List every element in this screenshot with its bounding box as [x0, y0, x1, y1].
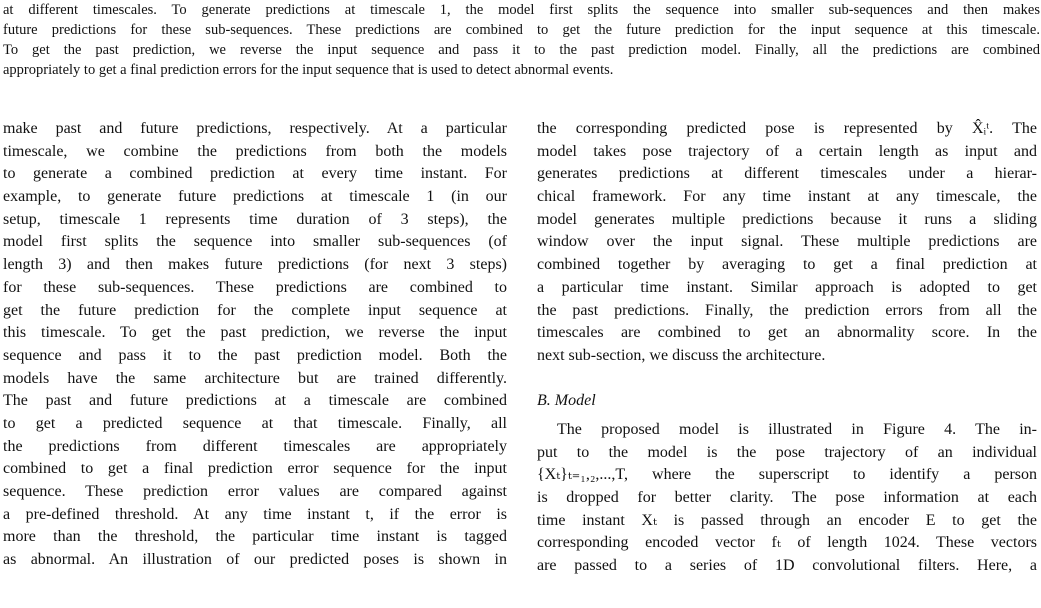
paragraph-line: put to the model is the pose trajectory of an individual [537, 443, 1037, 461]
paragraph-line: this timescale. To get the past prediction, we reverse the input [3, 324, 507, 342]
caption-line: To get the past prediction, we reverse the input sequence and pass it to the past prediction model. Finally, all the predictions are combined [3, 42, 1040, 58]
paragraph-line: time instant Xₜ is passed through an encoder E to get the [537, 511, 1037, 529]
paragraph-line: models have the same architecture but are trained differently. [3, 369, 507, 387]
caption-line: at different timescales. To generate predictions at timescale 1, the model first splits the sequence into smaller sub-sequences and then makes [3, 2, 1040, 18]
paragraph-line: {Xₜ}ₜ₌₁,₂,...,T, where the superscript to identify a person [537, 466, 1037, 484]
paragraph-line: timescale, we combine the predictions from both the models [3, 142, 507, 160]
paragraph-line: window over the input signal. These multiple predictions are [537, 233, 1037, 251]
figure-caption [3, 0, 1040, 80]
paragraph-line: model takes pose trajectory of a certain length as input and [537, 142, 1037, 160]
paragraph-line: to get a predicted sequence at that timescale. Finally, all [3, 414, 507, 432]
section-heading: B. Model [537, 392, 596, 410]
left-column [3, 118, 507, 572]
paragraph-line: example, to generate future predictions at timescale 1 (in our [3, 188, 507, 206]
paragraph-line: the past predictions. Finally, the prediction errors from all the [537, 301, 1037, 319]
paragraph-line: generates predictions at different timescales under a hierar- [537, 165, 1037, 183]
paragraph-line: more than the threshold, the particular time instant is tagged [3, 528, 507, 546]
paragraph-line: sequence and pass it to the past prediction model. Both the [3, 346, 507, 364]
paragraph-line: next sub-section, we discuss the architecture. [537, 346, 826, 364]
paragraph-line: a particular time instant. Similar approach is adopted to get [537, 278, 1037, 296]
paragraph-line: The past and future predictions at a timescale are combined [3, 392, 507, 410]
paragraph-line: make past and future predictions, respectively. At a particular [3, 120, 507, 137]
caption-line: appropriately to get a final prediction errors for the input sequence that is used to detect abnormal events. [3, 62, 614, 78]
paragraph-line: to generate a combined prediction at every time instant. For [3, 165, 507, 183]
paragraph-line: length 3) and then makes future predictions (for next 3 steps) [3, 256, 507, 274]
paragraph-line: as abnormal. An illustration of our predicted poses is shown in [3, 551, 507, 569]
paragraph-line: combined together by averaging to get a final prediction at [537, 256, 1037, 274]
spacer [537, 368, 1037, 391]
paragraph-line: the predictions from different timescales are appropriately [3, 437, 507, 455]
paragraph-line: model first splits the sequence into smaller sub-sequences (of [3, 233, 507, 251]
paragraph-line: the corresponding predicted pose is represented by X̂ᵢᵗ. The [537, 120, 1037, 137]
paragraph-line: The proposed model is illustrated in Figure 4. The in- [557, 420, 1037, 438]
paragraph-line: corresponding encoded vector fₜ of length 1024. These vectors [537, 534, 1037, 552]
paragraph-line: for these sub-sequences. These predictions are combined to [3, 278, 507, 296]
paragraph-line: setup, timescale 1 represents time duration of 3 steps), the [3, 210, 507, 228]
paragraph-line: combined to get a final prediction error sequence for the input [3, 460, 507, 478]
paragraph-line: a pre-defined threshold. At any time instant t, if the error is [3, 505, 507, 523]
paragraph-line: are passed to a series of 1D convolutional filters. Here, a [537, 557, 1037, 575]
paragraph-line: timescales are combined to get an abnormality score. In the [537, 324, 1037, 342]
paragraph-line: sequence. These prediction error values are compared against [3, 483, 507, 500]
paragraph-line: is dropped for better clarity. The pose information at each [537, 489, 1037, 506]
paragraph-line: get the future prediction for the complete input sequence at [3, 301, 507, 319]
paragraph-line: chical framework. For any time instant at any timescale, the [537, 188, 1037, 206]
caption-line: future predictions for these sub-sequences. These predictions are combined to get the future prediction for the input sequence at this timescale. [3, 22, 1040, 38]
paragraph-line: model generates multiple predictions because it runs a sliding [537, 210, 1037, 228]
right-column [537, 118, 1037, 578]
